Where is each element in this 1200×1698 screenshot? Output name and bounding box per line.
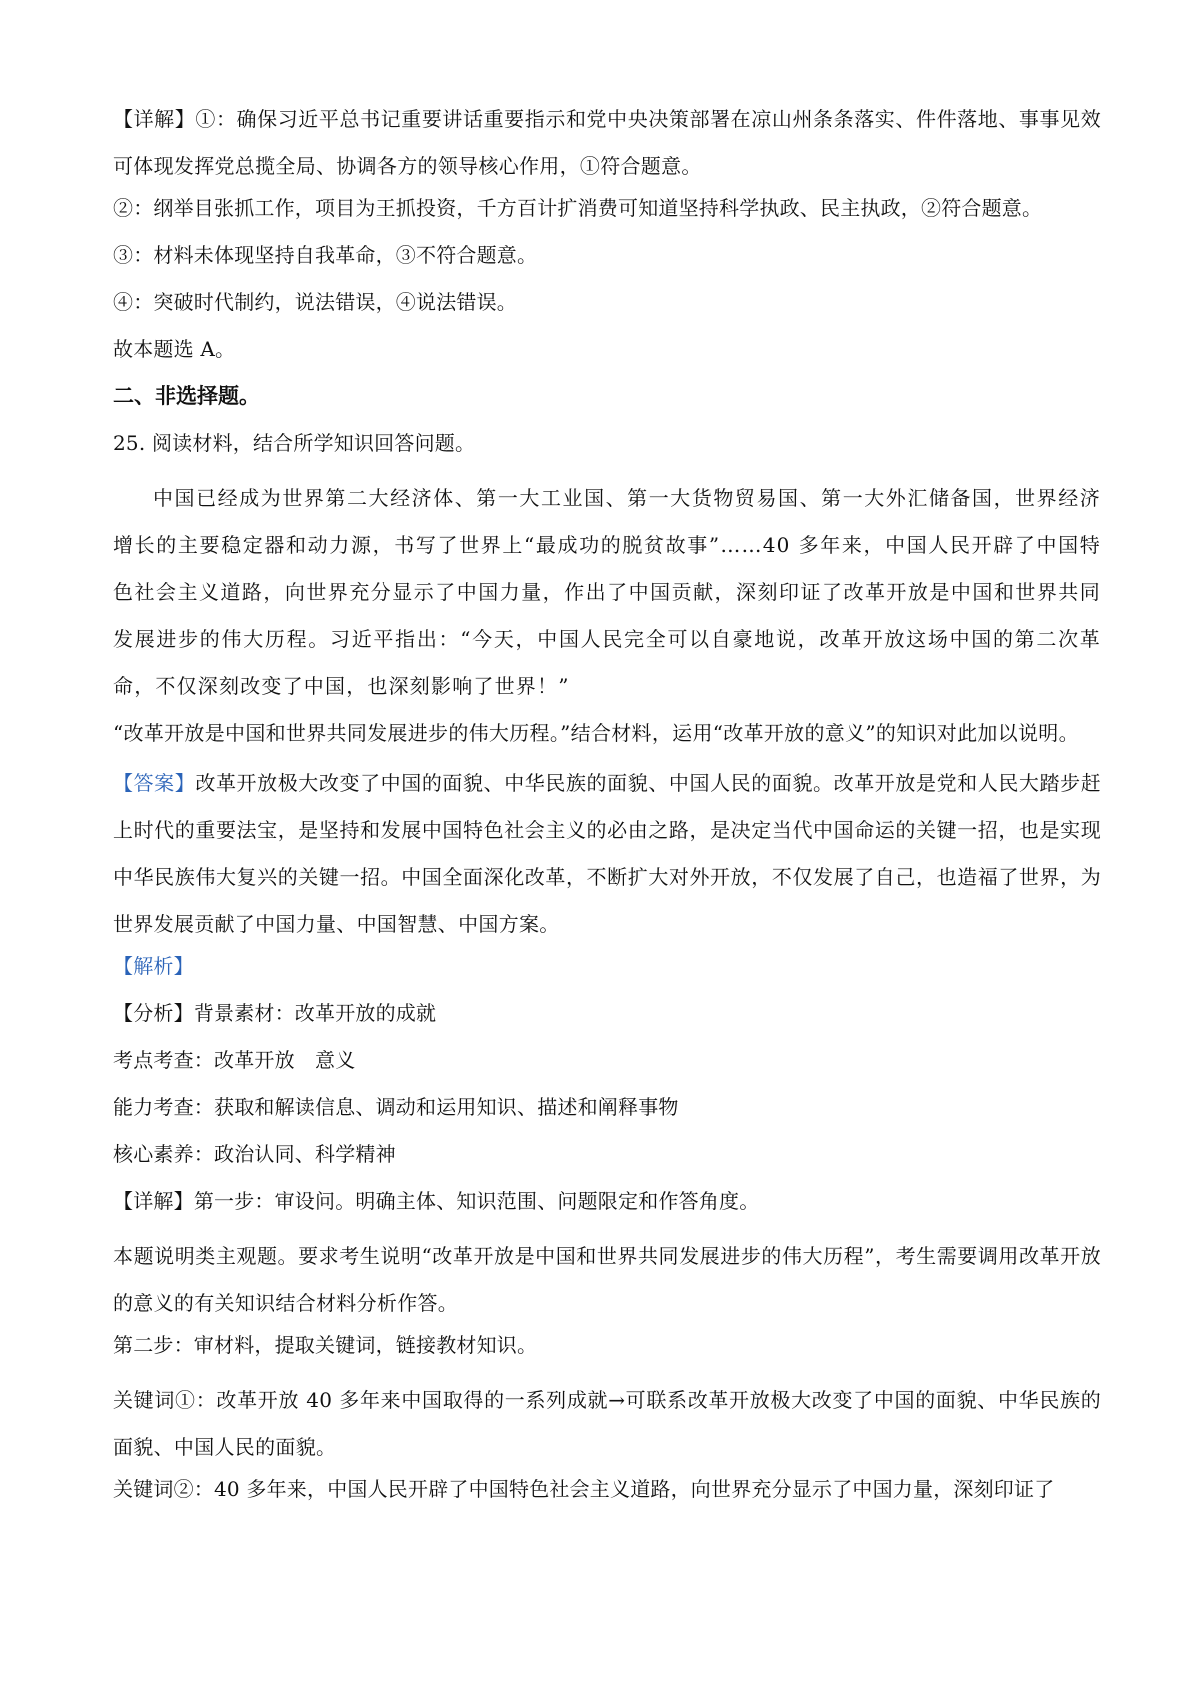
prev-detail-line3: ③：材料未体现坚持自我革命，③不符合题意。 xyxy=(113,243,538,267)
question-prompt: “改革开放是中国和世界共同发展进步的伟大历程。”结合材料，运用“改革开放的意义”的知识对此加以说明。 xyxy=(113,721,1079,745)
analysis-nengli: 能力考查：获取和解读信息、调动和运用知识、描述和阐释事物 xyxy=(113,1095,679,1119)
answer-tag: 【答案】 xyxy=(113,771,196,795)
analysis-kaodian: 考点考查：改革开放 意义 xyxy=(113,1048,356,1072)
prev-detail-paragraph xyxy=(113,96,1101,190)
detail-step2: 第二步：审材料，提取关键词，链接教材知识。 xyxy=(113,1333,538,1357)
answer-text: 改革开放极大改变了中国的面貌、中华民族的面貌、中国人民的面貌。改革开放是党和人民大踏步赶上时代的重要法宝，是坚持和发展中国特色社会主义的必由之路，是决定当代中国命运的关键一招，也是实现中华民族伟大复兴的关键一招。中国全面深化改革，不断扩大对外开放，不仅发展了自己，也造福了世界，为世界发展贡献了中国力量、中国智慧、中国方案。 xyxy=(113,771,1101,936)
detail-step1-explanation: 本题说明类主观题。要求考生说明“改革开放是中国和世界共同发展进步的伟大历程”，考生需要调用改革开放的意义的有关知识结合材料分析作答。 xyxy=(113,1244,1101,1315)
fenxi-text: 背景素材：改革开放的成就 xyxy=(193,1001,437,1025)
question-stem: 25. 阅读材料，结合所学知识回答问题。 xyxy=(113,431,476,455)
fenxi-tag: 【分析】 xyxy=(113,1001,194,1025)
analysis-fenxi xyxy=(113,998,1101,1028)
prev-detail-line1: ①：确保习近平总书记重要讲话重要指示和党中央决策部署在凉山州条条落实、件件落地、事事见效可体现发挥党总揽全局、协调各方的领导核心作用，①符合题意。 xyxy=(113,107,1101,178)
analysis-suyang: 核心素养：政治认同、科学精神 xyxy=(113,1142,396,1166)
prev-detail-tag: 【详解】 xyxy=(113,107,196,131)
detail-keyword2: 关键词②：40 多年来，中国人民开辟了中国特色社会主义道路，向世界充分显示了中国力量，深刻印证了 xyxy=(113,1477,1055,1501)
document-page xyxy=(113,96,1101,1521)
analysis-tag: 【解析】 xyxy=(113,954,194,978)
prev-detail-line5: 故本题选 A。 xyxy=(113,337,236,361)
answer-paragraph xyxy=(113,760,1101,948)
detail-tag: 【详解】 xyxy=(113,1189,194,1213)
question-material: 中国已经成为世界第二大经济体、第一大工业国、第一大货物贸易国、第一大外汇储备国，世界经济增长的主要稳定器和动力源，书写了世界上“最成功的脱贫故事”……40 多年来，中国人民开辟了中国特色社会主义道路，向世界充分显示了中国力量，作出了中国贡献，深刻印证了改革开放是中国和世界共同发展进步的伟大历程。习近平指出：“今天，中国人民完全可以自豪地说，改革开放这场中国的第二次革命，不仅深刻改变了中国，也深刻影响了世界！” xyxy=(113,486,1101,698)
detail-step1 xyxy=(113,1186,1101,1216)
prev-detail-line2: ②：纲举目张抓工作，项目为王抓投资，千方百计扩消费可知道坚持科学执政、民主执政，②符合题意。 xyxy=(113,196,1043,220)
section-heading: 二、非选择题。 xyxy=(113,384,260,408)
prev-detail-line4: ④：突破时代制约，说法错误，④说法错误。 xyxy=(113,290,517,314)
detail-step1-text: 第一步：审设问。明确主体、知识范围、问题限定和作答角度。 xyxy=(193,1189,760,1213)
detail-keyword1: 关键词①：改革开放 40 多年来中国取得的一系列成就→可联系改革开放极大改变了中国的面貌、中华民族的面貌、中国人民的面貌。 xyxy=(113,1388,1101,1459)
